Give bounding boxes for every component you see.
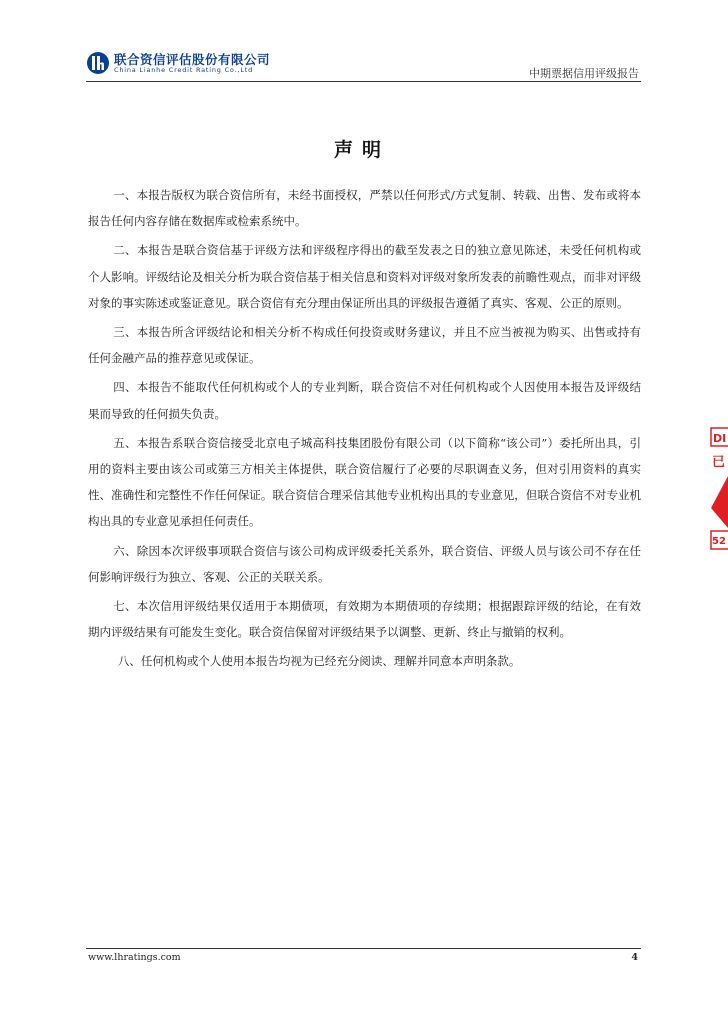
statement-body — [88, 182, 641, 678]
statement-paragraph: 八、任何机构或个人使用本报告均视为已经充分阅读、理解并同意本声明条款。 — [117, 654, 521, 669]
statement-paragraph: 一、本报告版权为联合资信所有，未经书面授权，严禁以任何形式/方式复制、转载、出售、发布或将本报告任何内容存储在数据库或检索系统中。 — [88, 188, 641, 229]
statement-paragraph: 四、本报告不能取代任何机构或个人的专业判断，联合资信不对任何机构或个人因使用本报告及评级结果而导致的任何损失负责。 — [88, 380, 641, 421]
statement-paragraph: 六、除因本次评级事项联合资信与该公司构成评级委托关系外，联合资信、评级人员与该公司不存在任何影响评级行为独立、客观、公正的关联关系。 — [88, 543, 641, 584]
company-name-cn: 联合资信评估股份有限公司 — [114, 52, 271, 67]
svg-text:DI: DI — [713, 432, 727, 445]
footer-website-link[interactable]: www.lhratings.com — [88, 952, 181, 963]
page-title: 声明 — [333, 139, 390, 161]
page-number: 4 — [631, 952, 638, 963]
company-logo-icon — [86, 51, 110, 75]
page-header — [86, 46, 641, 82]
statement-paragraph: 二、本报告是联合资信基于评级方法和评级程序得出的截至发表之日的独立意见陈述，未受任何机构或个人影响。评级结论及相关分析为联合资信基于相关信息和资料对评级对象所发表的前瞻性观点，而非对评级对象的事实陈述或鉴证意见。联合资信有充分理由保证所出具的评级报告遵循了真实、客观、公正的原则。 — [88, 243, 641, 310]
footer-divider — [86, 948, 641, 949]
svg-text:52: 52 — [712, 536, 726, 547]
statement-paragraph: 五、本报告系联合资信接受北京电子城高科技集团股份有限公司（以下简称“该公司”）委托所出具，引用的资料主要由该公司或第三方相关主体提供，联合资信履行了必要的尽职调查义务，但对引用资料的真实性、准确性和完整性不作任何保证。联合资信合理采信其他专业机构出具的专业意见，但联合资信不对专业机构出具的专业意见承担任何责任。 — [88, 435, 641, 529]
company-name-en: China Lianhe Credit Rating Co.,Ltd — [114, 66, 254, 74]
svg-text:已: 已 — [712, 455, 726, 470]
report-type: 中期票据信用评级报告 — [529, 67, 639, 80]
header-divider — [86, 81, 641, 82]
statement-paragraph: 七、本次信用评级结果仅适用于本期债项，有效期为本期债项的存续期；根据跟踪评级的结论，在有效期内评级结果有可能发生变化。联合资信保留对评级结果予以调整、更新、终止与撤销的权利。 — [88, 599, 641, 640]
seal-stamp-icon — [708, 428, 728, 588]
statement-paragraph: 三、本报告所含评级结论和相关分析不构成任何投资或财务建议，并且不应当被视为购买、出售或持有任何金融产品的推荐意见或保证。 — [88, 325, 641, 366]
